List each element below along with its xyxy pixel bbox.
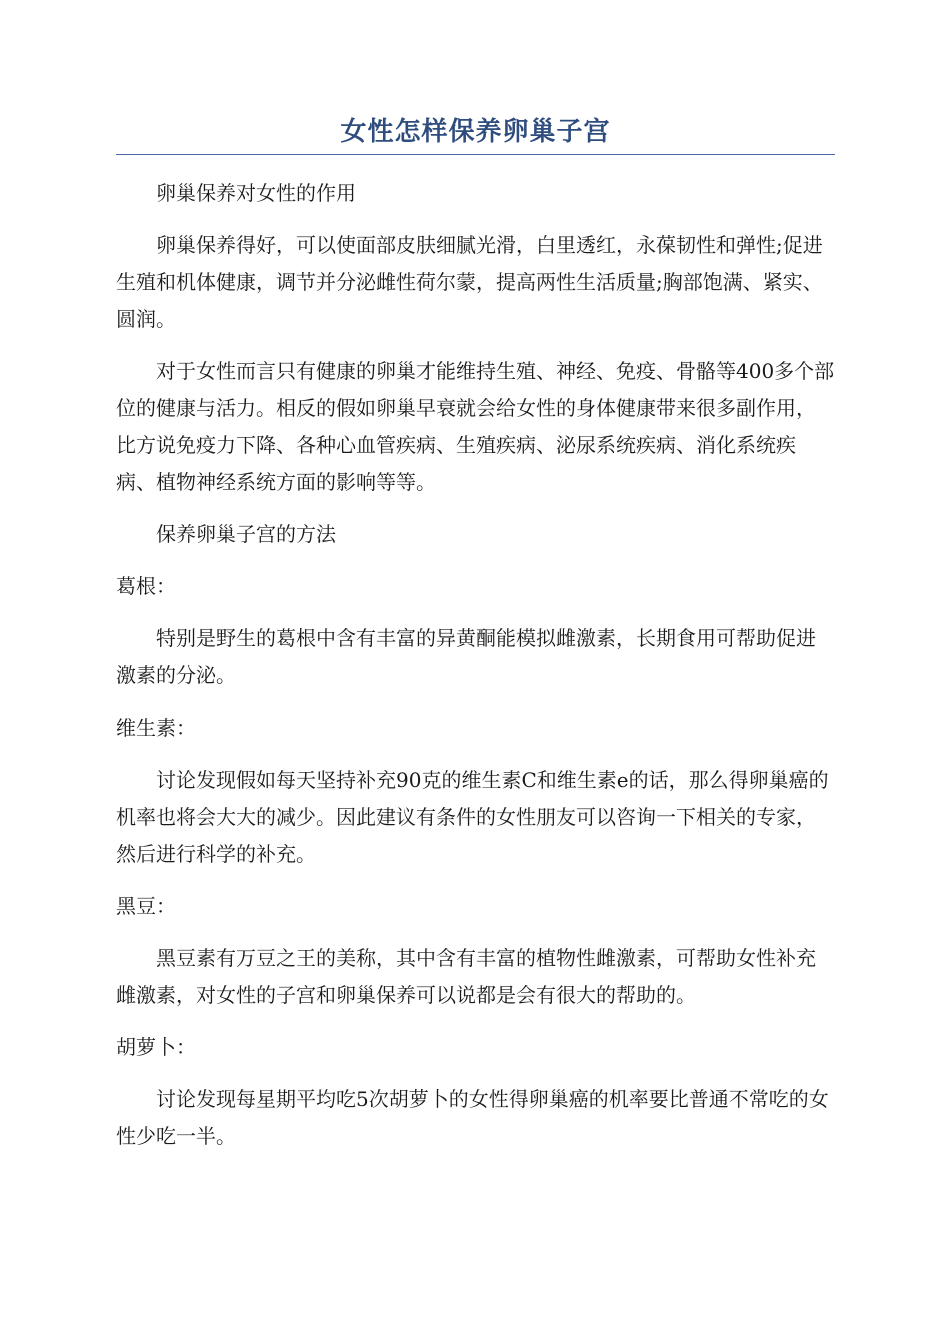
section-heading-ovary-care: 卵巢保养对女性的作用 (156, 181, 356, 205)
item-label-black-bean: 黑豆： (116, 894, 176, 918)
body-paragraph: 对于女性而言只有健康的卵巢才能维持生殖、神经、免疫、骨骼等400多个部位的健康与活力。相反的假如卵巢早衰就会给女性的身体健康带来很多副作用，比方说免疫力下降、各种心血管疾病、生殖疾病、泌尿系统疾病、消化系统疾病、植物神经系统方面的影响等等。 (116, 359, 835, 494)
section-heading-methods: 保养卵巢子宫的方法 (156, 522, 336, 546)
document-title: 女性怎样保养卵巢子宫 (340, 117, 611, 147)
body-paragraph: 卵巢保养得好，可以使面部皮肤细腻光滑，白里透红，永葆韧性和弹性;促进生殖和机体健康，调节并分泌雌性荷尔蒙，提高两性生活质量;胸部饱满、紧实、圆润。 (116, 233, 823, 331)
item-label-pueraria: 葛根： (116, 574, 176, 598)
body-paragraph: 特别是野生的葛根中含有丰富的异黄酮能模拟雌激素，长期食用可帮助促进激素的分泌。 (116, 626, 816, 687)
title-underline (116, 154, 835, 155)
body-paragraph: 讨论发现假如每天坚持补充90克的维生素C和维生素e的话，那么得卵巢癌的机率也将会大大的减少。因此建议有条件的女性朋友可以咨询一下相关的专家，然后进行科学的补充。 (116, 768, 829, 866)
body-paragraph: 黑豆素有万豆之王的美称，其中含有丰富的植物性雌激素，可帮助女性补充雌激素，对女性的子宫和卵巢保养可以说都是会有很大的帮助的。 (116, 946, 816, 1007)
body-paragraph: 讨论发现每星期平均吃5次胡萝卜的女性得卵巢癌的机率要比普通不常吃的女性少吃一半。 (116, 1087, 829, 1148)
item-label-carrot: 胡萝卜： (116, 1035, 196, 1059)
document-page (116, 112, 835, 1170)
item-label-vitamin: 维生素： (116, 716, 196, 740)
